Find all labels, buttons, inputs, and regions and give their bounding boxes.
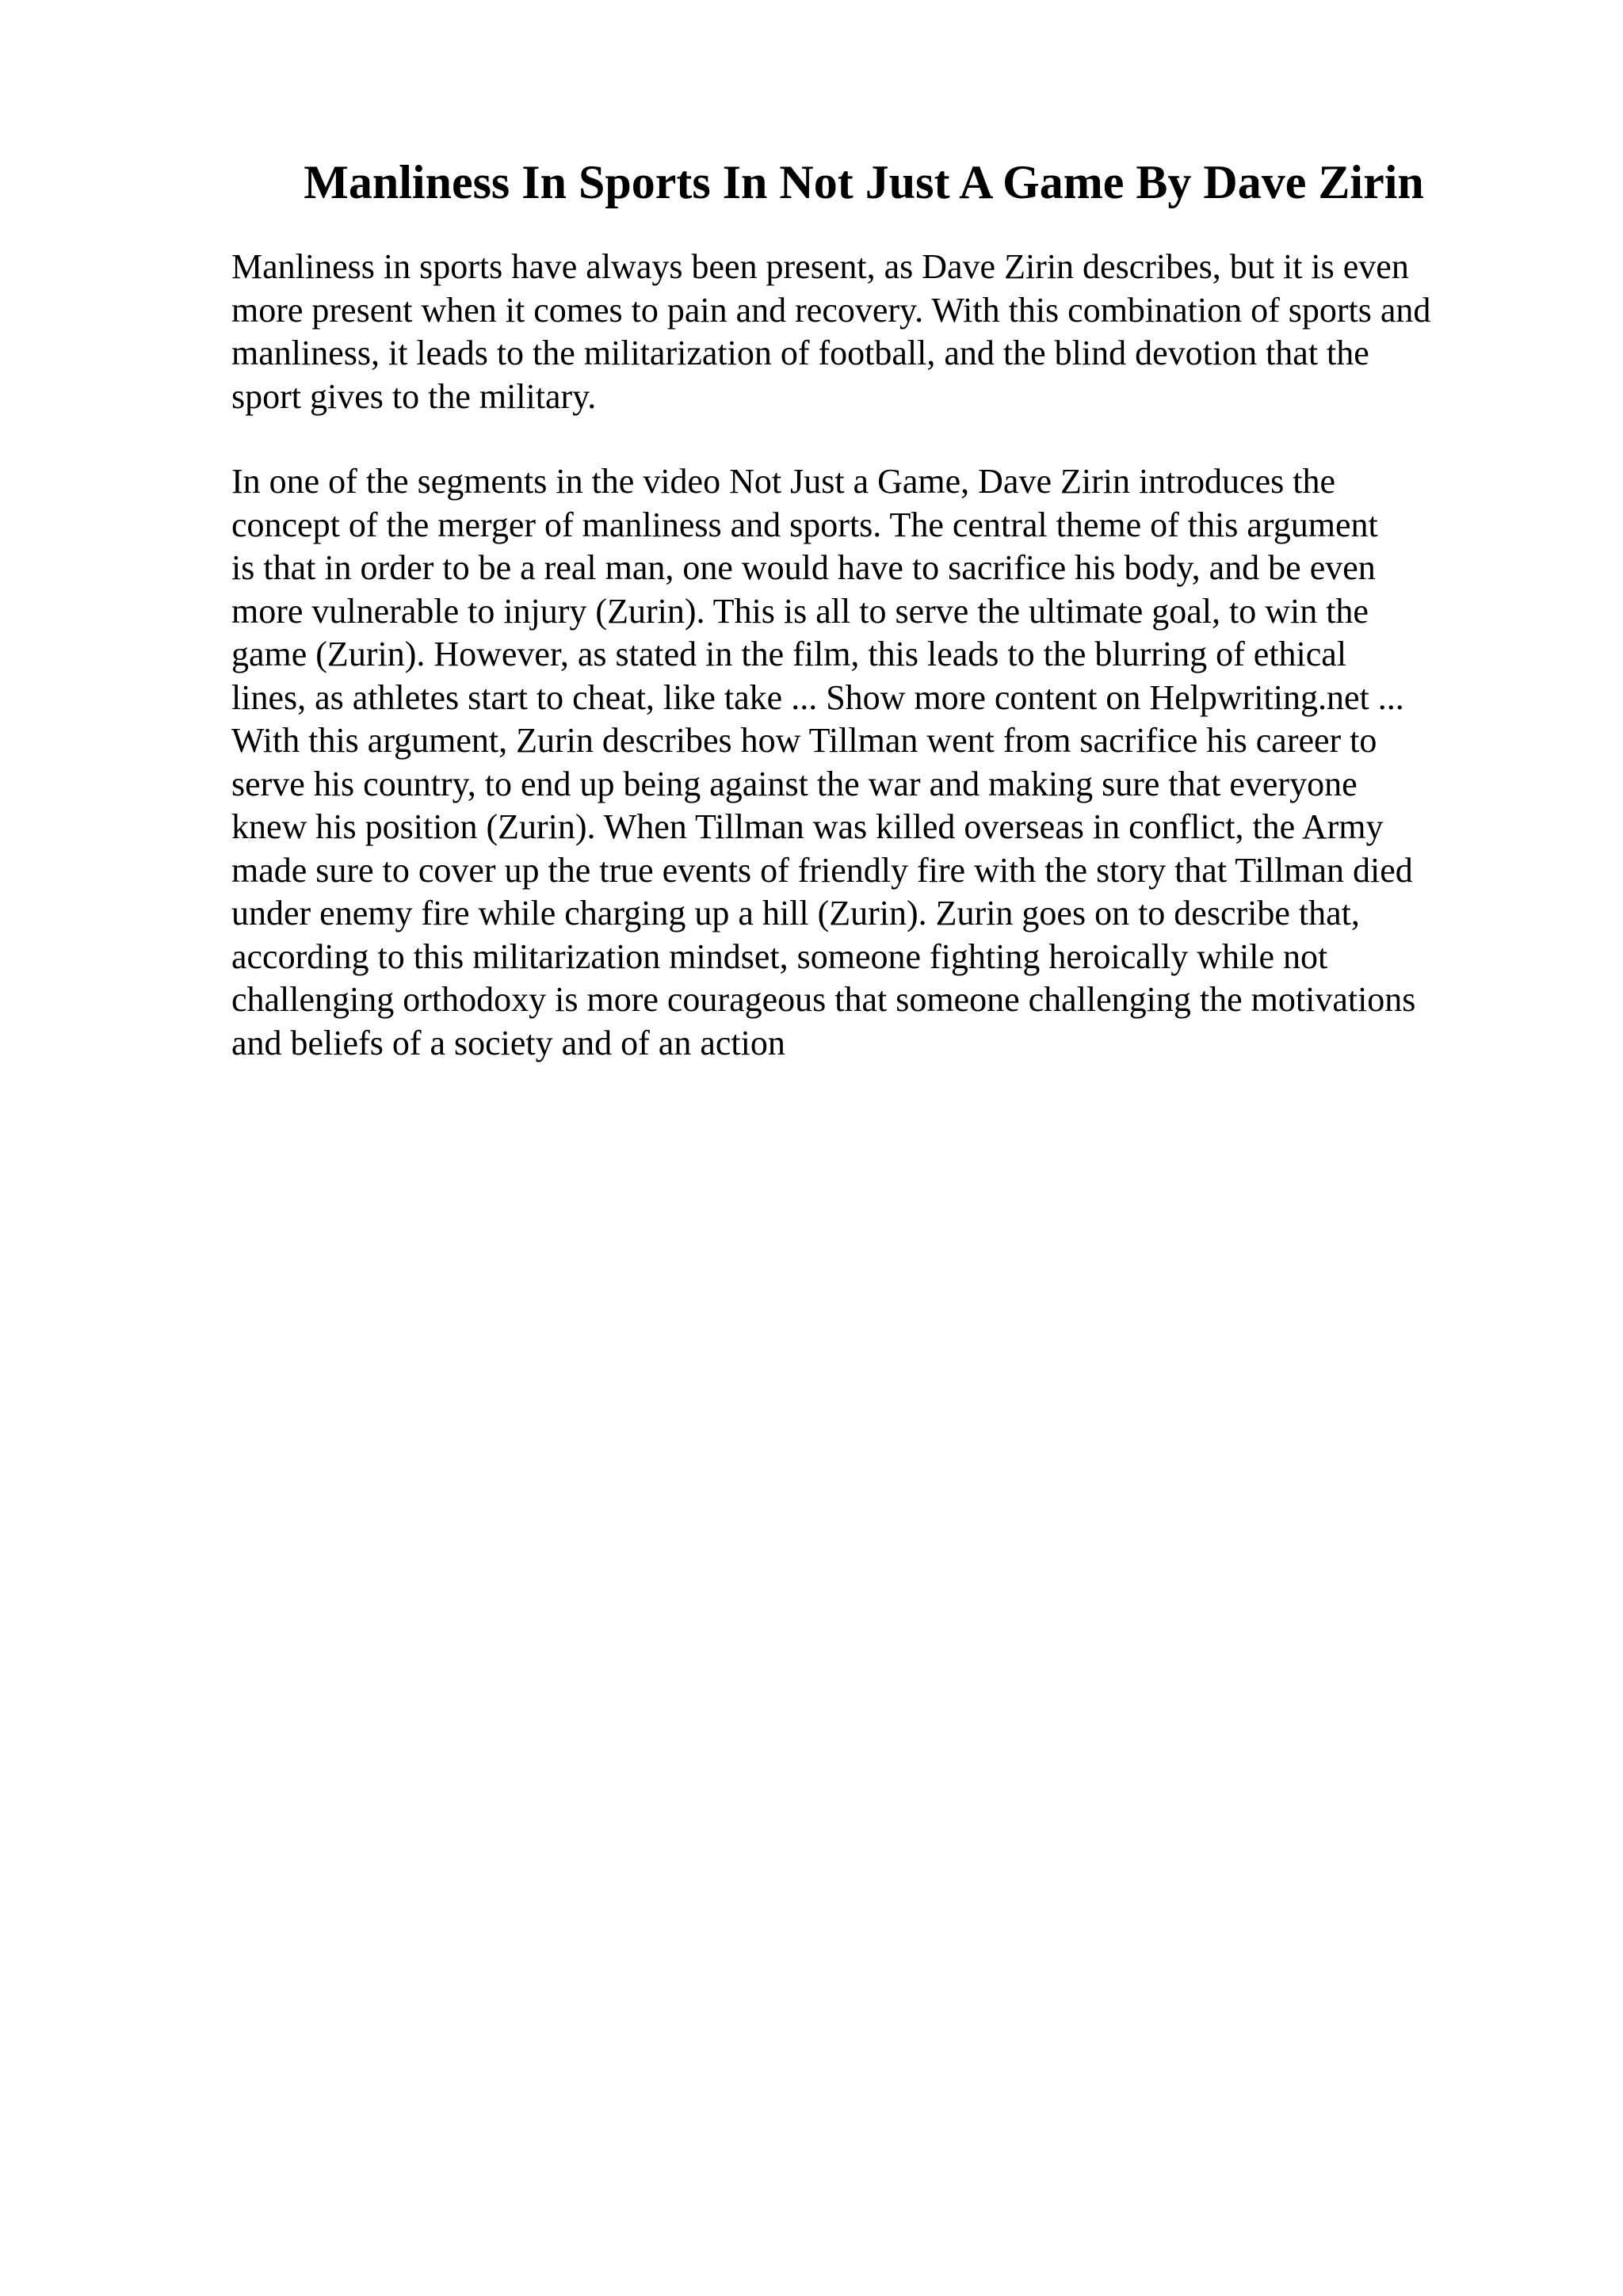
paragraph-line: knew his position (Zurin). When Tillman was killed overseas in conflict, the Army xyxy=(231,807,1384,846)
paragraph-line: is that in order to be a real man, one would have to sacrifice his body, and be even xyxy=(231,548,1376,587)
paragraph-line: made sure to cover up the true events of friendly fire with the story that Tillman died xyxy=(231,850,1413,890)
paragraph-line: In one of the segments in the video Not Just a Game, Dave Zirin introduces the xyxy=(231,462,1335,501)
paragraph-line: and beliefs of a society and of an action xyxy=(231,1023,785,1062)
paragraph-line: serve his country, to end up being against the war and making sure that everyone xyxy=(231,764,1358,803)
paragraph-line: challenging orthodoxy is more courageous that someone challenging the motivations xyxy=(231,980,1416,1019)
paragraph-line: more vulnerable to injury (Zurin). This is all to serve the ultimate goal, to win the xyxy=(231,591,1369,631)
paragraph-line: according to this militarization mindset, someone fighting heroically while not xyxy=(231,936,1328,976)
document-title: Manliness In Sports In Not Just A Game By Dave Zirin xyxy=(304,156,1424,208)
paragraph-line: With this argument, Zurin describes how Tillman went from sacrifice his career to xyxy=(231,721,1377,760)
paragraph-line: game (Zurin). However, as stated in the film, this leads to the blurring of ethical xyxy=(231,635,1347,673)
paragraph-line: manliness, it leads to the militarization of football, and the blind devotion that the xyxy=(231,334,1369,372)
paragraph-line: Manliness in sports have always been present, as Dave Zirin describes, but it is even xyxy=(231,247,1409,286)
paragraph-line: concept of the merger of manliness and sports. The central theme of this argument xyxy=(231,505,1378,544)
paragraph-line: sport gives to the military. xyxy=(231,376,597,416)
paragraph-1 xyxy=(231,246,1430,418)
paragraph-line: under enemy fire while charging up a hill (Zurin). Zurin goes on to describe that, xyxy=(231,894,1360,933)
paragraph-line: more present when it comes to pain and recovery. With this combination of sports and xyxy=(231,290,1431,330)
paragraph-2 xyxy=(231,460,1415,1065)
paragraph-line: lines, as athletes start to cheat, like take ... Show more content on Helpwriting.net ... xyxy=(231,677,1404,717)
